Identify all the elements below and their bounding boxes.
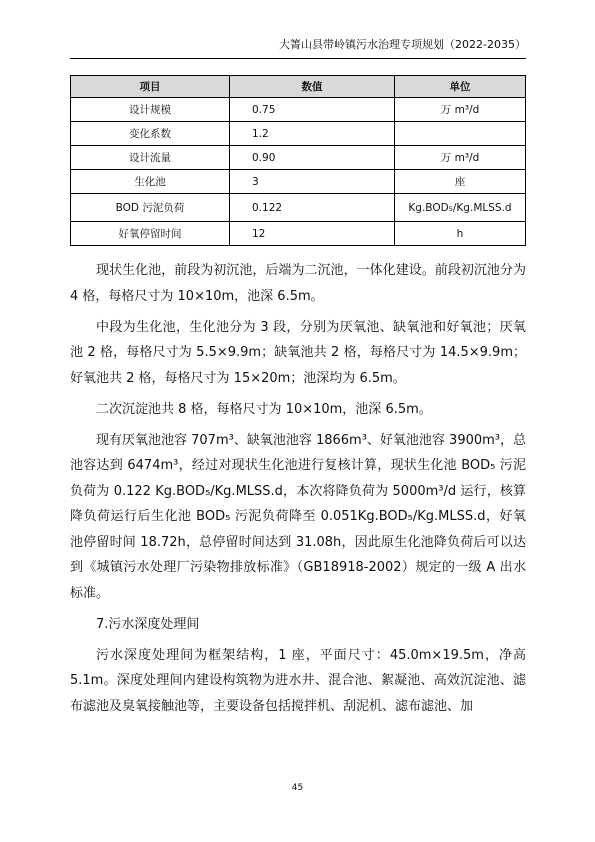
table-cell: 3 <box>230 170 395 194</box>
table-cell: 万 m³/d <box>395 146 526 170</box>
table-cell: 1.2 <box>230 122 395 146</box>
table-header-row <box>71 76 526 98</box>
table-cell: 变化系数 <box>71 122 230 146</box>
table-cell: 0.90 <box>230 146 395 170</box>
table-cell: 0.122 <box>230 194 395 222</box>
table-cell: 万 m³/d <box>395 98 526 122</box>
table-header-cell: 数值 <box>230 76 395 98</box>
table-row <box>71 146 526 170</box>
paragraph: 污水深度处理间为框架结构，1 座，平面尺寸：45.0m×19.5m，净高 5.1m。深度处理间内建设构筑物为进水井、混合池、絮凝池、高效沉淀池、滤布滤池及臭氧接触池等，主要设备包括搅拌机、刮泥机、滤布滤池、加 <box>70 647 526 714</box>
table-cell: h <box>395 222 526 246</box>
body-text <box>70 258 526 725</box>
table-cell: Kg.BOD₅/Kg.MLSS.d <box>395 194 526 222</box>
paragraph: 现状生化池，前段为初沉池，后端为二沉池，一体化建设。前段初沉池分为 4 格，每格尺寸为 10×10m，池深 6.5m。 <box>70 263 526 304</box>
table-row <box>71 122 526 146</box>
table-cell: 12 <box>230 222 395 246</box>
table-cell: 设计流量 <box>71 146 230 170</box>
table-row <box>71 98 526 122</box>
table-cell <box>395 122 526 146</box>
header-rule <box>70 58 526 59</box>
table-cell: 设计规模 <box>71 98 230 122</box>
table-cell: 座 <box>395 170 526 194</box>
page-number: 45 <box>291 783 304 793</box>
table-row <box>71 170 526 194</box>
running-header: 大箐山县带岭镇污水治理专项规划（2022-2035） <box>279 38 526 51</box>
parameter-table <box>70 75 526 246</box>
section-heading: 7.污水深度处理间 <box>96 616 200 632</box>
table-row <box>71 194 526 222</box>
table-header-cell: 项目 <box>71 76 230 98</box>
table-cell: BOD 污泥负荷 <box>71 194 230 222</box>
paragraph: 中段为生化池，生化池分为 3 段，分别为厌氧池、缺氧池和好氧池；厌氧池 2 格，每格尺寸为 5.5×9.9m；缺氧池共 2 格，每格尺寸为 14.5×9.9m；好氧池共 2 格，每格尺寸为 15×20m；池深均为 6.5m。 <box>70 319 526 386</box>
table-cell: 0.75 <box>230 98 395 122</box>
paragraph: 二次沉淀池共 8 格，每格尺寸为 10×10m，池深 6.5m。 <box>96 401 432 417</box>
table-cell: 生化池 <box>71 170 230 194</box>
table-header-cell: 单位 <box>395 76 526 98</box>
paragraph: 现有厌氧池池容 707m³、缺氧池池容 1866m³、好氧池池容 3900m³，总池容达到 6474m³，经过对现状生化池进行复核计算，现状生化池 BOD₅ 污泥负荷为 0.122 Kg.BOD₅/Kg.MLSS.d，本次将降负荷为 5000m³/d 运行，核算降负荷运行后生化池 BOD₅ 污泥负荷降至 0.051Kg.BOD₅/Kg.MLSS.d，好氧池停留时间 18.72h，总停留时间达到 31.08h，因此原生化池降负荷后可以达到《城镇污水处理厂污染物排放标准》（GB18918-2002）规定的一级 A 出水标准。 <box>70 432 527 601</box>
table-cell: 好氧停留时间 <box>71 222 230 246</box>
table-row <box>71 222 526 246</box>
